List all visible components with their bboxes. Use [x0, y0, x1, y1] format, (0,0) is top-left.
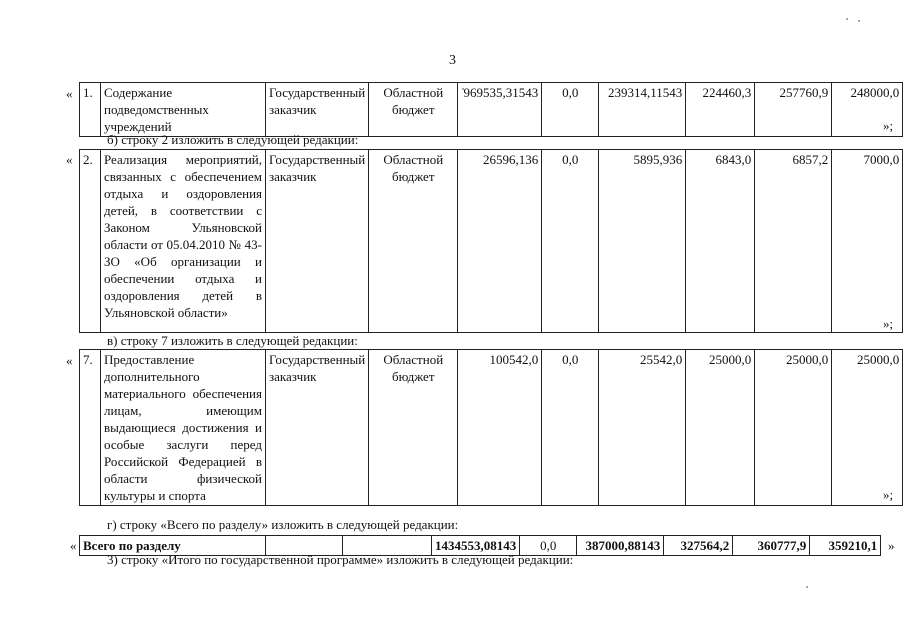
- open-quote: «: [66, 152, 73, 167]
- row-source: Областной бюджет: [369, 150, 458, 333]
- row-customer: Государственный заказчик: [266, 150, 369, 333]
- row-total: 969535,31543: [458, 83, 542, 137]
- row-year-5: 7000,0: [832, 150, 903, 333]
- row-year-5: 25000,0: [832, 350, 903, 506]
- total-year-4: 360777,9: [733, 536, 810, 556]
- row-1-table: [79, 82, 903, 137]
- row-number: 7.: [80, 350, 101, 506]
- row-customer: Государственный заказчик: [266, 350, 369, 506]
- row-year-1: 0,0: [542, 83, 599, 137]
- scan-speck: [462, 88, 464, 90]
- row-name: Предоставление дополнительного материального обеспечения лицам, имеющим выдающиеся достижения и особые заслуги перед Российской Федерацией в области физической культуры и спорта: [101, 350, 266, 506]
- total-year-3: 327564,2: [664, 536, 733, 556]
- close-quote: »;: [883, 118, 894, 133]
- row-year-3: 25000,0: [686, 350, 755, 506]
- row-total: 26596,136: [458, 150, 542, 333]
- row-year-3: 224460,3: [686, 83, 755, 137]
- open-quote: «: [66, 86, 73, 101]
- row-total: 100542,0: [458, 350, 542, 506]
- row-source: Областной бюджет: [369, 350, 458, 506]
- row-7-table: [79, 349, 903, 506]
- row-number: 2.: [80, 150, 101, 333]
- close-quote: »;: [883, 316, 894, 331]
- row-source: Областной бюджет: [369, 83, 458, 137]
- scan-speck: [858, 20, 860, 22]
- scan-speck: [846, 18, 848, 20]
- row-number: 1.: [80, 83, 101, 137]
- row-year-2: 25542,0: [599, 350, 686, 506]
- note-v: в) строку 7 изложить в следующей редакции:: [107, 333, 358, 348]
- row-customer: Государственный заказчик: [266, 83, 369, 137]
- close-quote: »;: [883, 487, 894, 502]
- row-year-5: 248000,0: [832, 83, 903, 137]
- total-year-2: 387000,88143: [577, 536, 664, 556]
- page-number: 3: [449, 53, 456, 68]
- note-g: г) строку «Всего по разделу» изложить в следующей редакции:: [107, 517, 459, 532]
- row-year-4: 257760,9: [755, 83, 832, 137]
- note-item-3: 3) строку «Итого по государственной программе» изложить в следующей редакции:: [107, 552, 574, 567]
- row-name: Содержание подведомственных учреждений: [101, 83, 266, 137]
- scan-speck: [806, 586, 808, 588]
- row-year-2: 5895,936: [599, 150, 686, 333]
- note-b: б) строку 2 изложить в следующей редакции:: [107, 132, 359, 147]
- row-name: Реализация мероприятий, связанных с обеспечением отдыха и оздоровления детей, в соответствии с Законом Ульяновской области от 05.04.2010 № 43-ЗО «Об организации и обеспечении отдыха и оздоровления детей в Ульяновской области»: [101, 150, 266, 333]
- row-year-2: 239314,11543: [599, 83, 686, 137]
- total-year-5: 359210,1: [810, 536, 881, 556]
- total-year-1: 0,0: [520, 536, 577, 556]
- total-label: Всего по разделу: [80, 536, 266, 556]
- row-year-4: 25000,0: [755, 350, 832, 506]
- open-quote: «: [70, 538, 77, 553]
- close-quote: »: [888, 538, 895, 553]
- row-year-1: 0,0: [542, 350, 599, 506]
- row-year-3: 6843,0: [686, 150, 755, 333]
- row-year-4: 6857,2: [755, 150, 832, 333]
- total-sum: 1434553,08143: [432, 536, 520, 556]
- row-year-1: 0,0: [542, 150, 599, 333]
- row-2-table: [79, 149, 903, 333]
- open-quote: «: [66, 353, 73, 368]
